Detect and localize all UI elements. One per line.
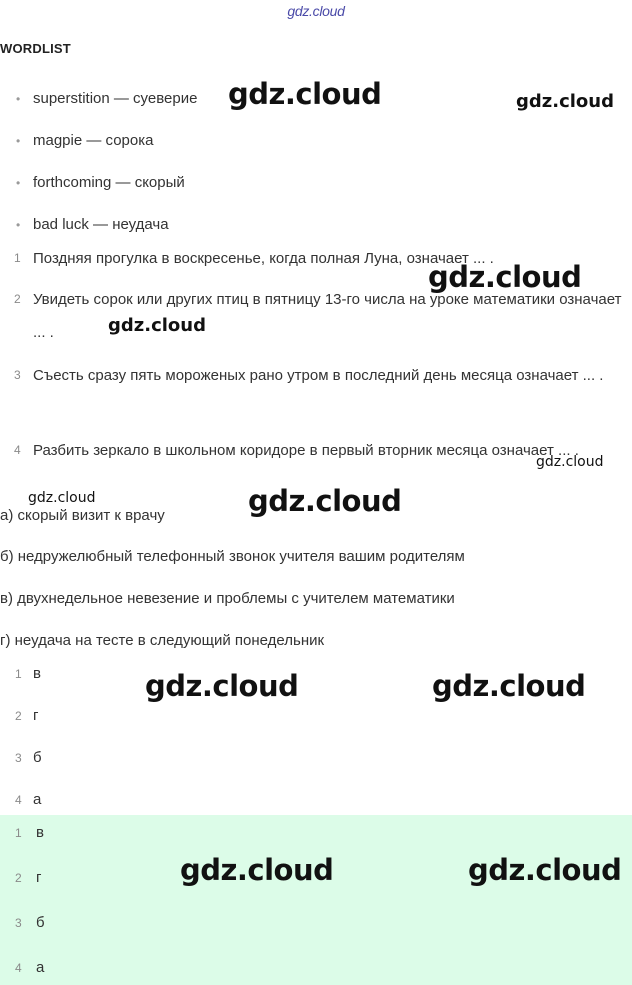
- site-logo: gdz.cloud: [287, 3, 345, 19]
- option-item: г) неудача на тесте в следующий понедельник: [0, 632, 325, 649]
- watermark: gdz.cloud: [180, 853, 334, 887]
- solution-item: 3 б: [15, 914, 45, 931]
- bullet-icon: •: [16, 134, 21, 148]
- wordlist-item: • magpie — сорока: [16, 132, 154, 149]
- question-item: 1 Поздняя прогулка в воскресенье, когда полная Луна, означает ... .: [14, 250, 494, 267]
- wordlist-heading: WORDLIST: [0, 41, 71, 56]
- answer-item: 1 в: [15, 665, 41, 682]
- option-item: б) недружелюбный телефонный звонок учителя вашим родителям: [0, 548, 465, 565]
- solution-panel: [0, 815, 632, 985]
- question-item: 2 Увидеть сорок или других птиц в пятницу 13-го числа на уроке математики означает ... .: [14, 291, 622, 341]
- wordlist-item: • forthcoming — скорый: [16, 174, 185, 191]
- answer-item: 2 г: [15, 707, 39, 724]
- answer-item: 3 б: [15, 749, 42, 766]
- solution-item: 4 а: [15, 959, 45, 976]
- option-item: в) двухнедельное невезение и проблемы с учителем математики: [0, 590, 455, 607]
- watermark: gdz.cloud: [228, 77, 382, 111]
- watermark: gdz.cloud: [432, 669, 586, 703]
- watermark: gdz.cloud: [516, 91, 614, 112]
- watermark: gdz.cloud: [536, 454, 604, 470]
- answer-item: 4 а: [15, 791, 42, 808]
- watermark: gdz.cloud: [468, 853, 622, 887]
- watermark: gdz.cloud: [145, 669, 299, 703]
- bullet-icon: •: [16, 92, 21, 106]
- option-item: а) скорый визит к врачу: [0, 507, 165, 524]
- watermark: gdz.cloud: [108, 315, 206, 336]
- bullet-icon: •: [16, 176, 21, 190]
- question-item: 3 Съесть сразу пять мороженых рано утром в последний день месяца означает ... .: [14, 367, 604, 384]
- solution-item: 1 в: [15, 824, 44, 841]
- wordlist-item: • superstition — суеверие: [16, 90, 198, 107]
- watermark: gdz.cloud: [248, 484, 402, 518]
- wordlist-item: • bad luck — неудача: [16, 216, 169, 233]
- solution-item: 2 г: [15, 869, 42, 886]
- watermark: gdz.cloud: [428, 260, 582, 294]
- watermark: gdz.cloud: [28, 490, 96, 506]
- bullet-icon: •: [16, 218, 21, 232]
- question-item: 4 Разбить зеркало в школьном коридоре в первый вторник месяца означает ... .: [14, 442, 579, 459]
